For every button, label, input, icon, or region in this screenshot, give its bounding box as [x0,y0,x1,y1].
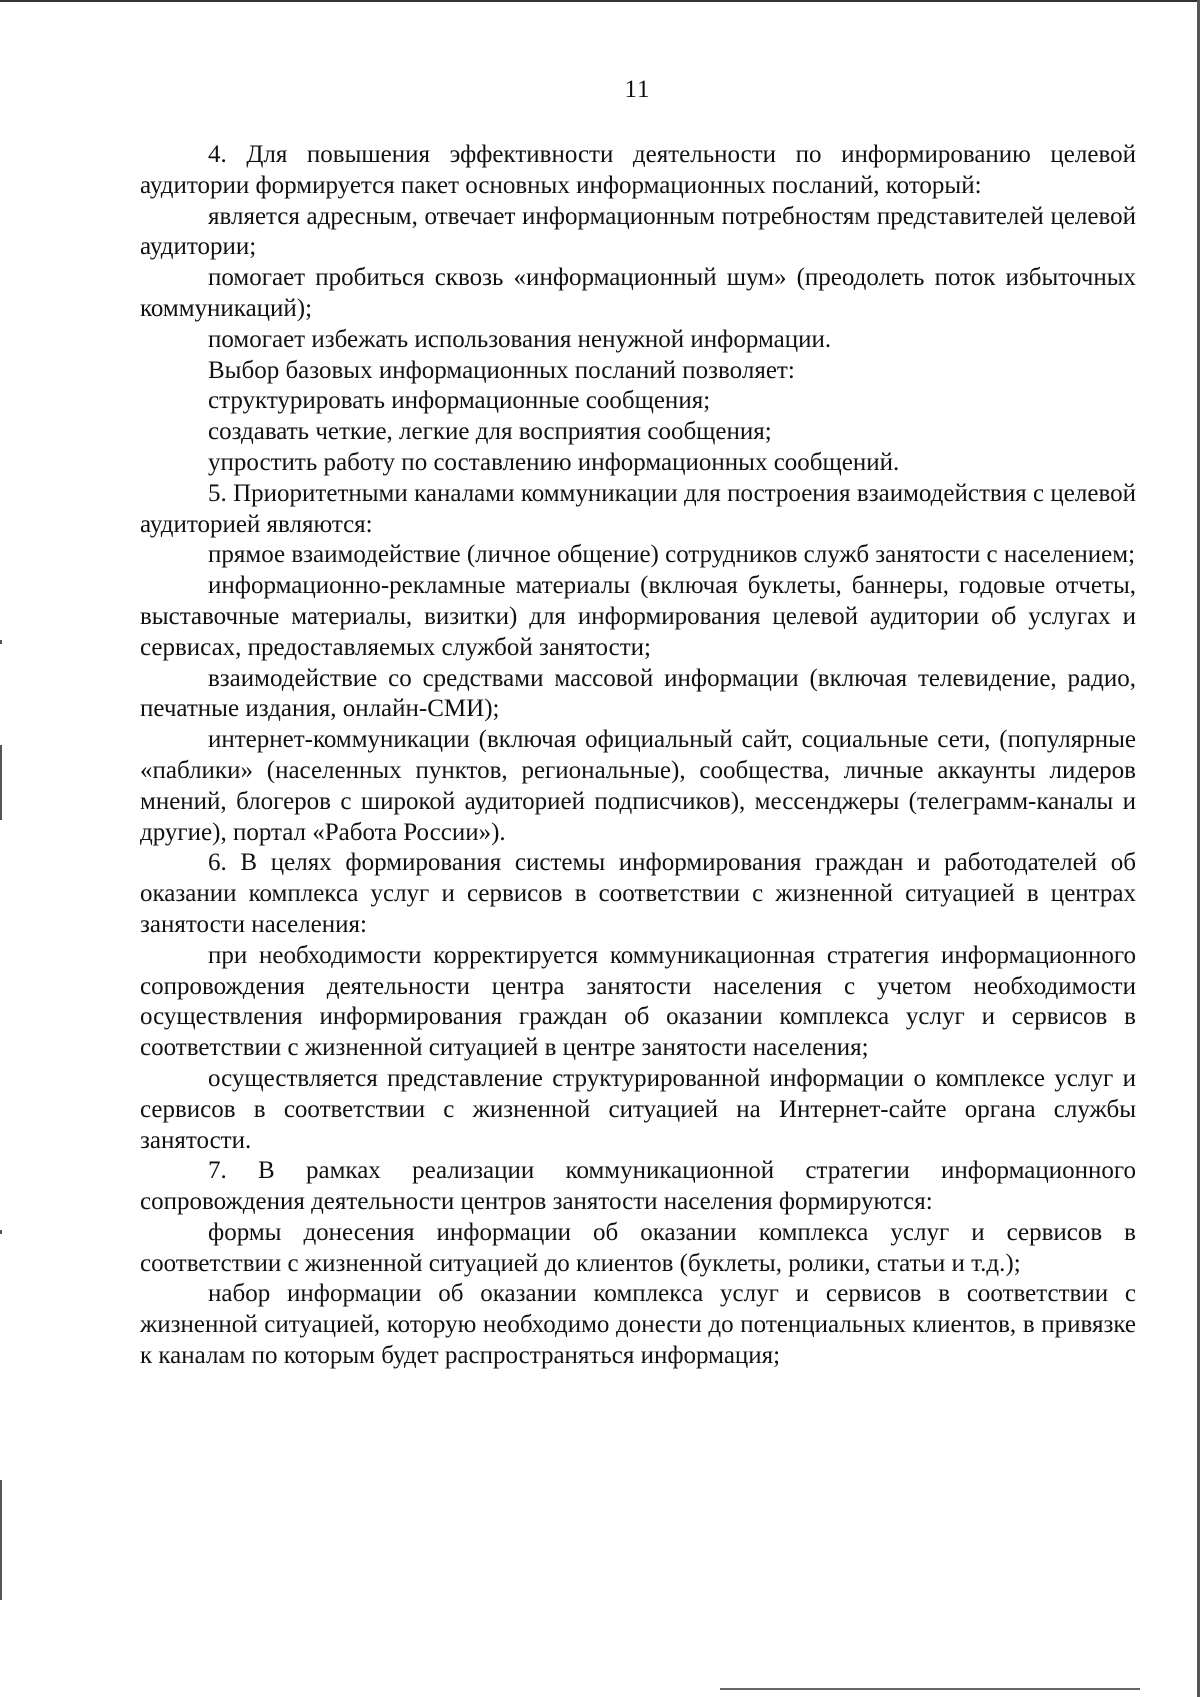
scan-left-mark [0,640,2,644]
paragraph: набор информации об оказании комплекса услуг и сервисов в соответствии с жизненной ситуацией, которую необходимо донести до потенциальных клиентов, в привязке к каналам по которым будет распространяться информация; [140,1280,1136,1370]
paragraph: 4. Для повышения эффективности деятельности по информированию целевой аудитории формируется пакет основных информационных посланий, который: [140,141,1136,199]
paragraph: Выбор базовых информационных посланий позволяет: [208,356,795,384]
paragraph: упростить работу по составлению информационных сообщений. [208,448,900,476]
paragraph: создавать четкие, легкие для восприятия сообщения; [208,418,772,446]
page-number: 11 [624,76,651,103]
scan-bottom-rule [720,1688,1140,1690]
scan-left-mark [0,1230,2,1234]
paragraph: осуществляется представление структурированной информации о комплексе услуг и сервисов в соответствии с жизненной ситуацией на Интернет-сайте органа службы занятости. [140,1064,1136,1154]
paragraph: является адресным, отвечает информационным потребностям представителей целевой аудитории; [140,202,1136,261]
scan-top-edge [0,0,1200,2]
paragraph: 7. В рамках реализации коммуникационной стратегии информационного сопровождения деятельности центров занятости населения формируются: [140,1157,1136,1216]
paragraph: интернет-коммуникации (включая официальный сайт, социальные сети, (популярные «паблики» (населенных пунктов, региональные), сообщества, личные аккаунты лидеров мнений, блогеров с широкой аудиторией подписчиков), мессенджеры (телеграмм-каналы и другие), портал «Работа России»). [140,726,1136,846]
paragraph: помогает пробиться сквозь «информационный шум» (преодолеть поток избыточных коммуникаций); [140,264,1136,322]
paragraph: прямое взаимодействие (личное общение) сотрудников служб занятости с населением; [208,541,1136,569]
paragraph: 6. В целях формирования системы информирования граждан и работодателей об оказании комплекса услуг и сервисов в соответствии с жизненной ситуацией в центрах занятости населения: [140,849,1136,938]
scan-left-mark [0,1480,2,1600]
paragraph: 5. Приоритетными каналами коммуникации для построения взаимодействия с целевой аудиторией являются: [140,479,1136,538]
paragraph: информационно-рекламные материалы (включая буклеты, баннеры, годовые отчеты, выставочные материалы, визитки) для информирования целевой аудитории об услугах и сервисах, предоставляемых службой занятости; [140,572,1136,661]
paragraph: взаимодействие со средствами массовой информации (включая телевидение, радио, печатные издания, онлайн-СМИ); [140,664,1136,723]
document-body [140,140,1136,1372]
scan-left-mark [0,745,2,820]
paragraph: при необходимости корректируется коммуникационная стратегия информационного сопровождения деятельности центра занятости населения с учетом необходимости осуществления информирования граждан об оказании комплекса услуг и сервисов в соответствии с жизненной ситуацией в центре занятости населения; [140,941,1136,1062]
paragraph: формы донесения информации об оказании комплекса услуг и сервисов в соответствии с жизненной ситуацией до клиентов (буклеты, ролики, статьи и т.д.); [140,1218,1136,1277]
paragraph: структурировать информационные сообщения; [208,387,711,415]
paragraph: помогает избежать использования ненужной информации. [208,325,832,353]
